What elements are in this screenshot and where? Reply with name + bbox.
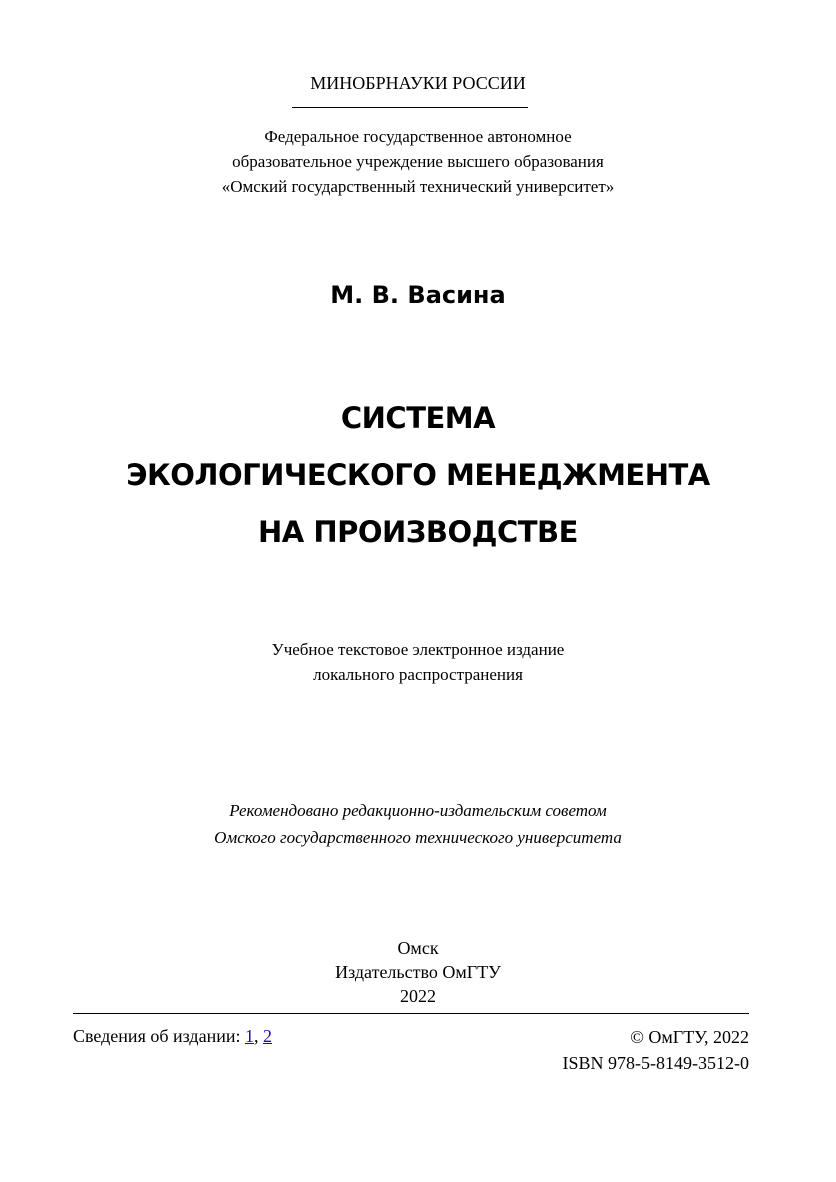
imprint-publisher: Издательство ОмГТУ (335, 962, 501, 982)
title-line: ЭКОЛОГИЧЕСКОГО МЕНЕДЖМЕНТА (126, 458, 710, 492)
edition-details (73, 1024, 272, 1048)
imprint (0, 936, 836, 1008)
ministry-name: МИНОБРНАУКИ РОССИИ (310, 73, 526, 93)
organization-line: образовательное учреждение высшего образования (232, 152, 604, 171)
organization-line: «Омский государственный технический университет» (221, 177, 615, 196)
book-title (0, 390, 836, 561)
isbn: ISBN 978-5-8149-3512-0 (562, 1053, 749, 1073)
recommendation-line: Рекомендовано редакционно-издательским советом (229, 801, 607, 820)
imprint-year: 2022 (400, 986, 436, 1006)
recommendation (0, 797, 836, 851)
edition-details-link-1[interactable]: 1 (244, 1026, 254, 1046)
recommendation-line: Омского государственного технического университета (214, 828, 622, 847)
title-line: НА ПРОИЗВОДСТВЕ (258, 515, 578, 549)
title-line: СИСТЕМА (340, 401, 496, 435)
author-name: М. В. Васина (330, 281, 506, 309)
edition-details-label: Сведения об издании: (73, 1026, 245, 1046)
link-separator: , (253, 1026, 263, 1046)
edition-type (0, 637, 836, 687)
imprint-city: Омск (397, 938, 439, 958)
copyright-notice: © ОмГТУ, 2022 (630, 1027, 749, 1047)
edition-line: локального распространения (313, 665, 523, 684)
edition-line: Учебное текстовое электронное издание (271, 640, 565, 659)
footer-divider (73, 1013, 749, 1014)
rights-block (563, 1024, 750, 1076)
organization-line: Федеральное государственное автономное (264, 127, 572, 146)
organization-block (0, 124, 836, 199)
edition-details-link-2[interactable]: 2 (262, 1026, 272, 1046)
ministry-divider (292, 107, 528, 108)
